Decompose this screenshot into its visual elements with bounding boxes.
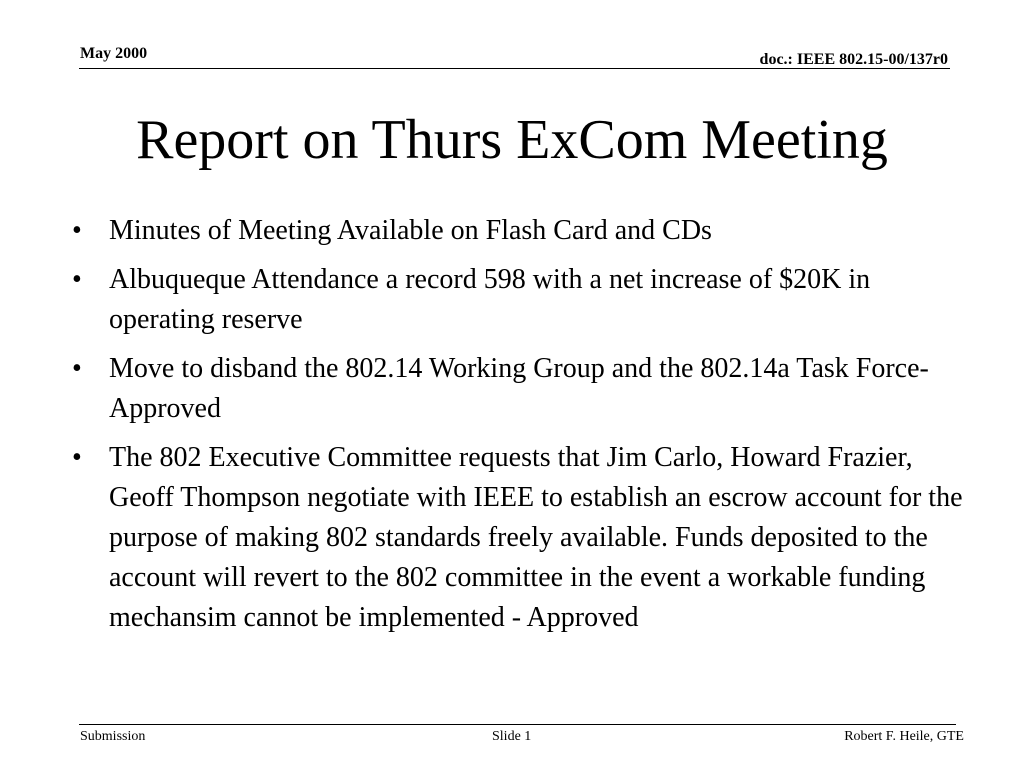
bullet-marker: •: [72, 353, 82, 384]
footer-slide-number: Slide 1: [492, 729, 532, 744]
bullet-marker: •: [72, 442, 82, 473]
slide-title: Report on Thurs ExCom Meeting: [136, 109, 888, 171]
bullet-item-2: [72, 260, 972, 340]
bullet-text: Albuqueque Attendance a record 598 with a net increase of $20K in operating reserve: [109, 264, 871, 335]
bullet-item-3: [72, 349, 972, 429]
header-doc-id: doc.: IEEE 802.15-00/137r0: [759, 51, 948, 68]
header-divider: [79, 68, 950, 69]
bullet-marker: •: [72, 264, 82, 295]
header-date: May 2000: [80, 45, 148, 62]
bullet-text: Minutes of Meeting Available on Flash Card and CDs: [109, 215, 712, 246]
footer-author: Robert F. Heile, GTE: [844, 729, 964, 744]
bullet-marker: •: [72, 215, 82, 246]
bullet-item-1: [72, 211, 972, 251]
bullet-text: Move to disband the 802.14 Working Group and the 802.14a Task Force-Approved: [109, 353, 929, 424]
bullet-item-4: [72, 438, 972, 638]
bullet-text: The 802 Executive Committee requests that Jim Carlo, Howard Frazier, Geoff Thompson negotiate with IEEE to establish an escrow account for the purpose of making 802 standards freely available. Funds deposited to the account will revert to the 802 committee in the event a workable funding mechansim cannot be implemented - Approved: [109, 442, 963, 633]
footer-divider: [79, 724, 956, 725]
bullet-list: [72, 211, 972, 647]
footer-submission: Submission: [80, 729, 146, 744]
